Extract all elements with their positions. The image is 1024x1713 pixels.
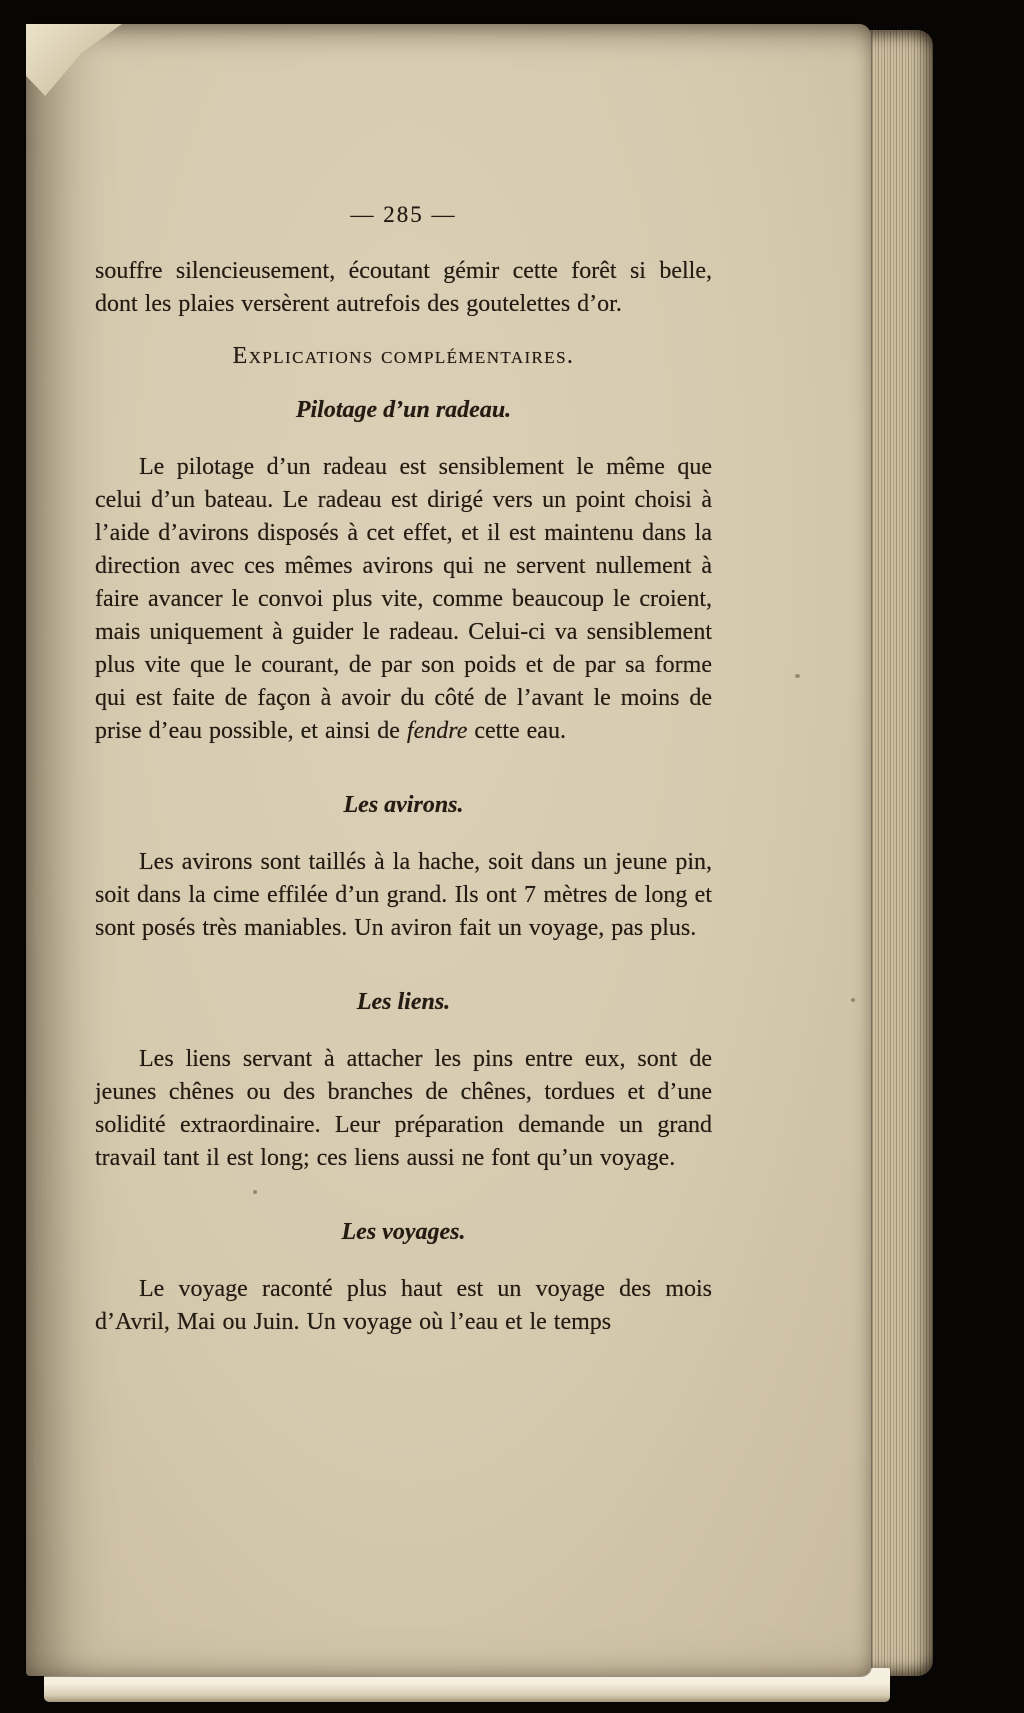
paragraph-pilotage	[95, 451, 712, 748]
section-heading: Explications complémentaires.	[232, 343, 575, 369]
page-number: — 285 —	[350, 202, 457, 227]
book-page	[26, 24, 871, 1676]
paragraph-avirons: Les avirons sont taillés à la hache, soit dans un jeune pin, soit dans la cime effilée d’un grand. Ils ont 7 mètres de long et sont posés très maniables. Un aviron fait un voyage, pas plus.	[95, 849, 712, 941]
fore-edge-page-stack	[861, 30, 933, 1676]
paper-speck	[851, 998, 855, 1002]
subheading-voyages: Les voyages.	[341, 1219, 466, 1245]
paragraph-voyages: Le voyage raconté plus haut est un voyage des mois d’Avril, Mai ou Juin. Un voyage où l’eau et le temps	[95, 1276, 712, 1335]
subheading-avirons: Les avirons.	[343, 792, 464, 818]
paper-speck	[795, 674, 800, 678]
subheading-liens: Les liens.	[356, 989, 451, 1015]
paragraph-pilotage-text: Le pilotage d’un radeau est sensiblement le même que celui d’un bateau. Le radeau est dirigé vers un point choisi à l’aide d’avirons disposés à cet effet, et il est maintenu dans la direction avec ces mêmes avirons qui ne servent nullement à faire avancer le convoi plus vite, comme beaucoup le croient, mais uniquement à guider le radeau. Celui-ci va sensiblement plus vite que le courant, de par son poids et de par sa forme qui est faite de façon à avoir du côté de l’avant le moins de prise d’eau possible, et ainsi de	[95, 454, 712, 744]
paragraph-pilotage-text-end: cette eau.	[467, 718, 566, 744]
paragraph-pilotage-italic-word: fendre	[406, 718, 468, 744]
printed-text-block	[26, 24, 871, 1339]
paragraph-liens: Les liens servant à attacher les pins entre eux, sont de jeunes chênes ou des branches de chênes, tordues et d’une solidité extraordinaire. Leur préparation demande un grand travail tant il est long; ces liens aussi ne font qu’un voyage.	[95, 1046, 712, 1171]
paragraph-continuation: souffre silencieusement, écoutant gémir cette forêt si belle, dont les plaies versèrent autrefois des goutelettes d’or.	[95, 258, 712, 317]
subheading-pilotage: Pilotage d’un radeau.	[295, 397, 512, 423]
paper-speck	[253, 1190, 257, 1194]
